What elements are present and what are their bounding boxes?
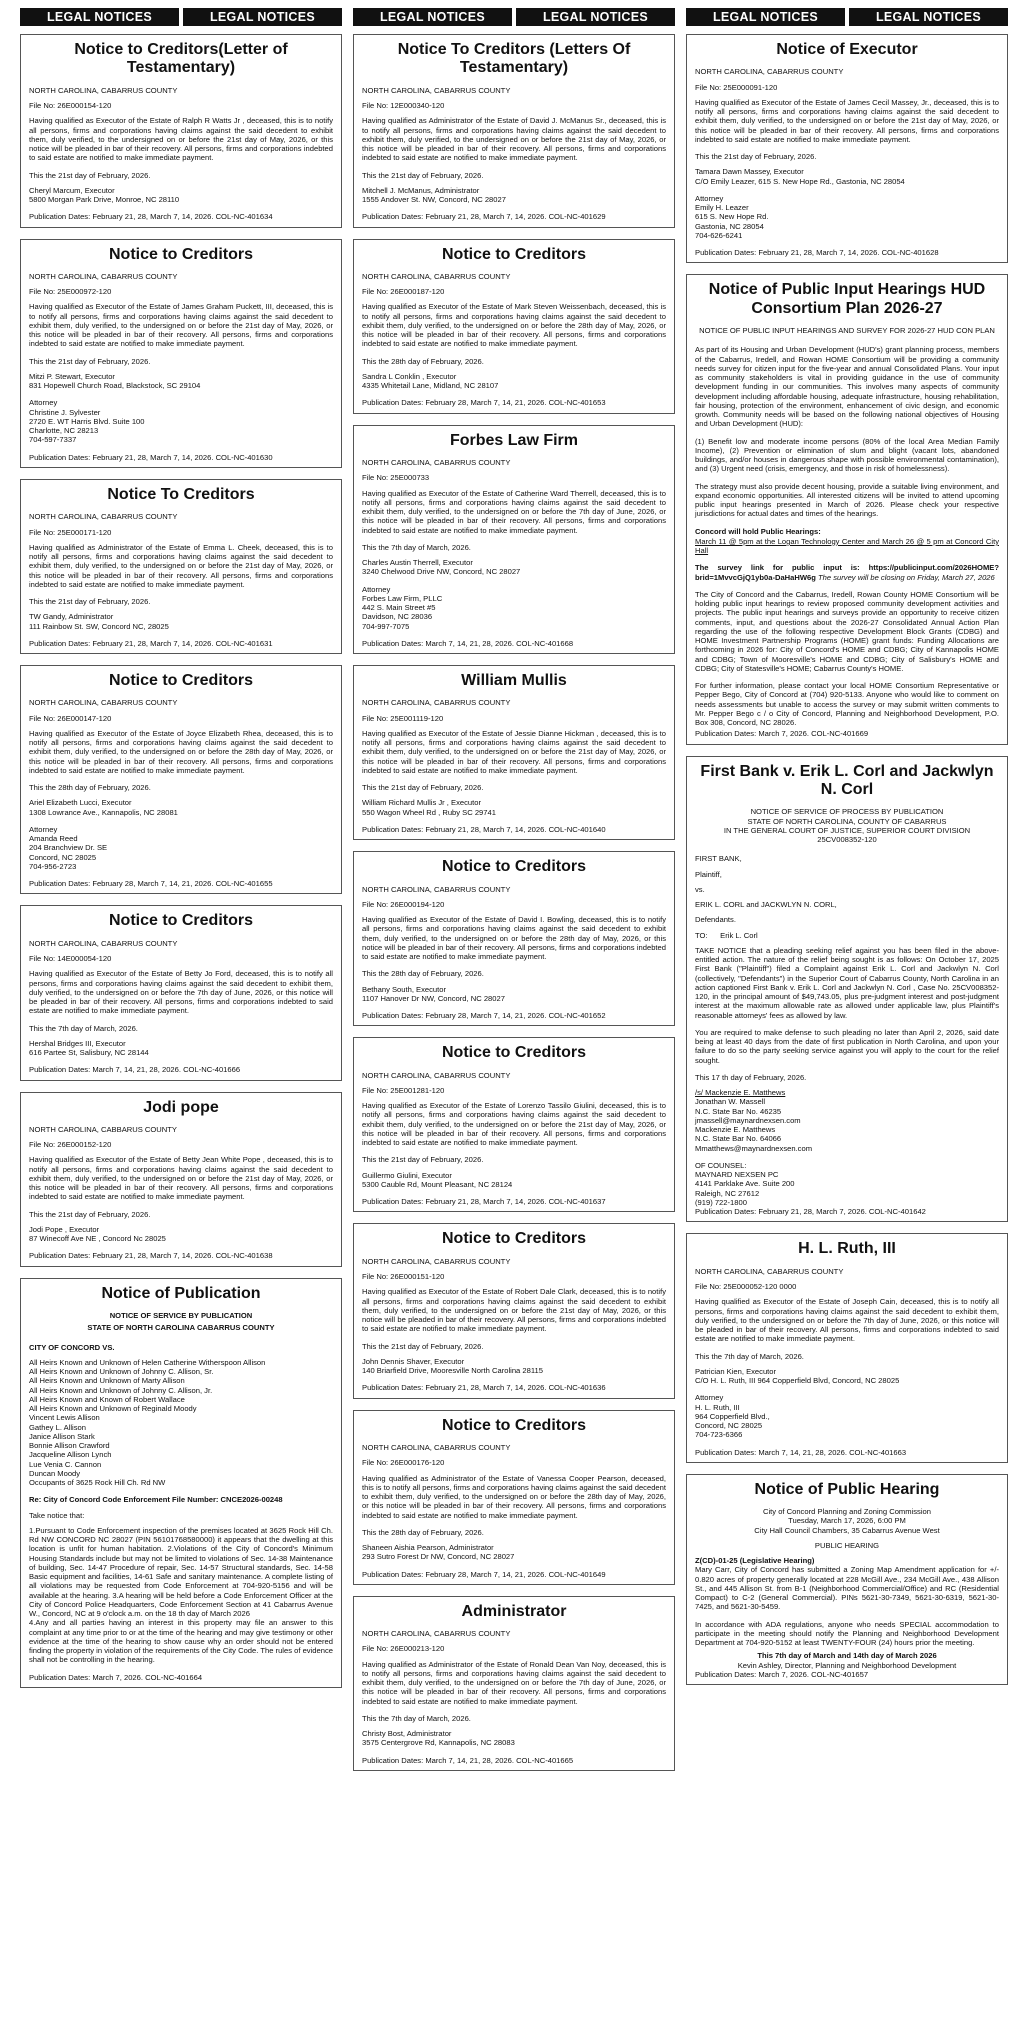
hearing-line: City of Concord Planning and Zoning Commission xyxy=(763,1507,931,1517)
notice-to-creditors xyxy=(686,34,1008,263)
notice-title: Notice of Public Input Hearings HUD Consortium Plan 2026-27 xyxy=(708,281,986,317)
file-number: File No: 26E000176-120 xyxy=(362,1458,445,1468)
publication-dates: Publication Dates: March 7, 2026. COL-NC-401669 xyxy=(695,729,869,739)
parties-list: All Heirs Known and Unknown of Helen Catherine Witherspoon Allison All Heirs Known and Unknown of Johnny C. Allison, Sr. All Heirs Known and Unknown of Marty Allison All Heirs Known and Unknown of Johnny C. Allison, Jr. All Heirs Known and Known of Robert Wallace All Heirs Known and Unknown of Reginald Moody Vincent Lewis Allison Gathey L. Allison Janice Allison Stark Bonnie Allison Crawford Jacqueline Allison Lynch Lue Venia C. Cannon Duncan Moody Occupants of 3625 Rock Hill Ch. Rd NW xyxy=(29,1357,266,1488)
file-number: File No: 25E000171-120 xyxy=(29,527,112,537)
notice-subtitle: IN THE GENERAL COURT OF JUSTICE, SUPERIOR COURT DIVISION xyxy=(723,825,971,835)
notice-date: This the 21st day of February, 2026. xyxy=(362,170,484,180)
publication-dates: Publication Dates: February 21, 28, March 7, 14, 2026. COL-NC-401631 xyxy=(29,638,273,648)
publication-dates: Publication Dates: February 28, March 7, 14, 21, 2026. COL-NC-401655 xyxy=(29,879,273,889)
county-line: NORTH CAROLINA, CABARRUS COUNTY xyxy=(695,67,844,77)
signature-block: Guillermo Giulini, Executor 5300 Cauble Rd, Mount Pleasant, NC 28124 xyxy=(362,1170,513,1189)
case-number: Z(CD)-01-25 (Legislative Hearing) xyxy=(695,1556,815,1566)
file-number: File No: 25E000733 xyxy=(362,473,430,483)
publication-dates: Publication Dates: February 28, March 7, 14, 21, 2026. COL-NC-401649 xyxy=(362,1569,606,1579)
signature-block: Bethany South, Executor 1107 Hanover Dr NW, Concord, NC 28027 xyxy=(362,984,505,1003)
notice-body: Having qualified as Executor of the Estate of James Graham Puckett, III, deceased, this is to notify all persons, firms and corporations having claims against the said decedent to exhibit them, duly verified, to the undersigned on or before the 21st day of May, 2026, or this notice will be pleaded in bar of their recovery. All persons, firms and corporations indebted to said estate are notified to make immediate payment. xyxy=(29,302,333,349)
file-number: File No: 25E000091-120 xyxy=(695,82,778,92)
notice-body: Having qualified as Executor of the Estate of Joseph Cain, deceased, this is to notify all persons, firms and corporations having claims against the said decedent to exhibit them, duly verified, to the undersigned on or before the 7th day of June, 2026, or this notice will be pleaded in bar of their recovery. All persons, firms and corporations indebted to said estate are notified to make immediate payment. xyxy=(695,1297,999,1344)
notice-body: Having qualified as Executor of the Estate of Ralph R Watts Jr , deceased, this is to notify all persons, firms and corporations having claims against the said decedent to exhibit them, duly verified, to the undersigned on or before the 21st day of May, 2026, or this notice will be pleaded in bar of their recovery. All persons, firms and corporations indebted to said estate are notified to make immediate payment. xyxy=(29,116,333,163)
notice-to-creditors xyxy=(353,1410,675,1585)
notice-date: This the 21st day of February, 2026. xyxy=(29,170,151,180)
notice-body: Having qualified as Administrator of the Estate of Vanessa Cooper Pearson, deceased, this is to notify all persons, firms and corporations having claims against the said decedent to exhibit them, duly verified, to the undersigned on or before the 28th day of May, 2026, or this notice will be pleaded in bar of their recovery. All persons, firms and corporations indebted to said estate are notified to make immediate payment. xyxy=(362,1473,666,1520)
notice-title: Notice to Creditors xyxy=(108,245,253,263)
notice-date: This 7th day of March and 14th day of March 2026 xyxy=(757,1651,937,1661)
signature-block: Tamara Dawn Massey, Executor C/O Emily Leazer, 615 S. New Hope Rd., Gastonia, NC 28054 xyxy=(695,167,905,186)
hearing-line: City Hall Council Chambers, 35 Cabarrus Avenue West xyxy=(754,1525,940,1535)
paragraph: You are required to make defense to such pleading no later than April 2, 2026, said date being at least 40 days from the date of first publication in North Carolina, and upon your failure to do so the party seeking service against you will apply to the court for the relief sought. xyxy=(695,1027,999,1065)
notice-title: Notice of Public Hearing xyxy=(754,1480,940,1498)
concord-hearings-heading: Concord will hold Public Hearings: xyxy=(695,526,821,536)
signature-block: Christy Bost, Administrator 3575 Centergrove Rd, Kannapolis, NC 28083 xyxy=(362,1729,515,1748)
county-line: NORTH CAROLINA, CABARRUS COUNTY xyxy=(362,271,511,281)
notice-date: This the 21st day of February, 2026. xyxy=(695,152,817,162)
attorney-block: Attorney Forbes Law Firm, PLLC 442 S. Main Street #5 Davidson, NC 28036 704-997-7075 xyxy=(362,584,443,631)
notice-body: Having qualified as Administrator of the Estate of Emma L. Cheek, deceased, this is to notify all persons, firms and corporations having claims against the said decedent to exhibit them, duly verified, to the undersigned on or before the 21st day of May, 2026, or this notice will be pleaded in bar of their recovery. All persons, firms and corporations indebted to said estate are notified to make immediate payment. xyxy=(29,542,333,589)
file-number: File No: 26E000154-120 xyxy=(29,101,112,111)
publication-dates: Publication Dates: February 28, March 7, 14, 21, 2026. COL-NC-401653 xyxy=(362,398,606,408)
take-notice: Take notice that: xyxy=(29,1510,85,1520)
case-number: 25CV008352-120 xyxy=(817,835,877,845)
notice-date: This 17 th day of February, 2026. xyxy=(695,1072,807,1082)
legal-notices-header xyxy=(353,8,675,26)
legal-notices-label: LEGAL NOTICES xyxy=(183,8,342,26)
notice-body: Having qualified as Executor of the Estate of Jessie Dianne Hickman , deceased, this is to notify all persons, firms and corporations having claims against the said decedent to exhibit them, duly verified, to the undersigned on or before the 21st day of May, 2026, or this notice will be pleaded in bar of their recovery. All persons, firms and corporations indebted to said estate are notified to make immediate payment. xyxy=(362,728,666,775)
signature-block: Shaneen Aishia Pearson, Administrator 293 Sutro Forest Dr NW, Concord, NC 28027 xyxy=(362,1543,515,1562)
notice-body: Having qualified as Executor of the Estate of David I. Bowling, deceased, this is to notify all persons, firms and corporations having claims against the said decedent to exhibit them, duly verified, to the undersigned on or before the 28th day of May, 2026, or this notice will be pleaded in bar of their recovery. All persons, firms and corporations indebted to said estate are notified to make immediate payment. xyxy=(362,915,666,962)
county-line: NORTH CAROLINA, CABARRUS COUNTY xyxy=(29,698,178,708)
public-hearing-notice xyxy=(686,1474,1008,1685)
notice-date: This the 21st day of February, 2026. xyxy=(362,783,484,793)
paragraph: In accordance with ADA regulations, anyone who needs SPECIAL accommodation to participate in the meeting should notify the Planning and Neighborhood Development Department at 704-920-5152 at least TWENTY-FOUR (24) hours prior the meeting. xyxy=(695,1619,999,1648)
signature-block: Hershal Bridges III, Executor 616 Partee St, Salisbury, NC 28144 xyxy=(29,1038,149,1058)
notice-to-creditors xyxy=(20,665,342,894)
hearing-dates: March 11 @ 5pm at the Logan Technology Center and March 26 @ 5 pm at Concord City Hall xyxy=(695,536,999,556)
notice-date: This the 21st day of February, 2026. xyxy=(362,1341,484,1351)
notice-date: This the 21st day of February, 2026. xyxy=(29,597,151,607)
notice-title: Notice to Creditors xyxy=(108,912,253,930)
county-line: NORTH CAROLINA, CABARRUS COUNTY xyxy=(362,458,511,468)
notice-date: This the 21st day of February, 2026. xyxy=(29,1209,151,1219)
file-number: File No: 25E001281-120 xyxy=(362,1085,445,1095)
notice-to-creditors xyxy=(20,239,342,468)
notice-body: Having qualified as Executor of the Estate of Lorenzo Tassilo Giulini, deceased, this is to notify all persons, firms and corporations having claims against the said decedent to exhibit them, duly verified, to the undersigned on or before the 21st day of May, 2026, or this notice will be pleaded in bar of their recovery. All persons, firms and corporations indebted to said estate are notified to make immediate payment. xyxy=(362,1101,666,1148)
notice-to-creditors xyxy=(20,34,342,228)
publication-dates: Publication Dates: February 21, 28, March 7, 14, 2026. COL-NC-401634 xyxy=(29,212,273,222)
publication-dates: Publication Dates: February 21, 28, March 7, 14, 2026. COL-NC-401636 xyxy=(362,1383,606,1393)
notice-body: Having qualified as Administrator of the Estate of Ronald Dean Van Noy, deceased, this is to notify all persons, firms and corporations having claims against the said decedent to exhibit them, duly verified, to the undersigned on or before the 7th day of June, 2026, or this notice will be pleaded in bar of their recovery. All persons, firms and corporations indebted to said estate are notified to make immediate payment. xyxy=(362,1659,666,1706)
notice-title: H. L. Ruth, III xyxy=(798,1240,896,1258)
publication-dates: Publication Dates: March 7, 2026. COL-NC-401657 xyxy=(695,1669,869,1679)
column-2 xyxy=(353,8,675,1782)
plaintiff: CITY OF CONCORD VS. xyxy=(29,1342,115,1352)
notice-body: Having qualified as Executor of the Estate of Joyce Elizabeth Rhea, deceased, this is to notify all persons, firms and corporations having claims against the said decedent to exhibit them, duly verified, to the undersigned on or before the 28th day of May, 2026, or this notice will be pleaded in bar of their recovery. All persons, firms and corporations indebted to said estate are notified to make immediate payment. xyxy=(29,728,333,775)
file-number: File No: 26E000187-120 xyxy=(362,287,445,297)
publication-dates: Publication Dates: February 21, 28, March 7, 14, 2026. COL-NC-401629 xyxy=(362,212,606,222)
publication-dates: Publication Dates: February 21, 28, March 7, 14, 2026. COL-NC-401630 xyxy=(29,452,273,462)
county-line: NORTH CAROLINA, CABARRUS COUNTY xyxy=(29,512,178,522)
signature-block: Ariel Elizabeth Lucci, Executor 1308 Lowrance Ave., Kannapolis, NC 28081 xyxy=(29,798,178,817)
attorney-block: Attorney H. L. Ruth, III 964 Copperfield Blvd., Concord, NC 28025 704-723-6366 xyxy=(695,1393,770,1440)
file-number: File No: 26E000152-120 xyxy=(29,1140,112,1150)
notice-subtitle: NOTICE OF PUBLIC INPUT HEARINGS AND SURVEY FOR 2026-27 HUD CON PLAN xyxy=(699,326,995,336)
notice-to-creditors xyxy=(353,239,675,414)
signature-block: Sandra L Conklin , Executor 4335 Whitetail Lane, Midland, NC 28107 xyxy=(362,371,499,391)
signature: /s/ Mackenzie E. Matthews xyxy=(695,1088,786,1098)
signature-block: Mitchell J. McManus, Administrator 1555 Andover St. NW, Concord, NC 28027 xyxy=(362,185,506,205)
hearing-line: Tuesday, March 17, 2026, 6:00 PM xyxy=(788,1516,906,1526)
notice-subtitle: NOTICE OF SERVICE OF PROCESS BY PUBLICATION xyxy=(750,807,944,817)
defendants-label: Defendants. xyxy=(695,915,736,925)
paragraph: (1) Benefit low and moderate income persons (80% of the local Area Median Family Income), (2) Prevention or elimination of slum and blight (vacant lots, abandoned buildings, and/or houses in dangerous shape with possible environmental contamination), and (3) Urgent need (crisis, emergency, and those in risk of homelessness). xyxy=(695,436,999,474)
legal-notices-label: LEGAL NOTICES xyxy=(353,8,512,26)
column-1 xyxy=(20,8,342,1699)
file-number: File No: 14E000054-120 xyxy=(29,954,112,964)
notice-to-creditors xyxy=(20,1092,342,1267)
notice-title: Notice to Creditors xyxy=(441,245,586,263)
file-number: File No: 26E000194-120 xyxy=(362,899,445,909)
notice-to-creditors xyxy=(353,1223,675,1398)
legal-notices-label: LEGAL NOTICES xyxy=(849,8,1008,26)
notice-body: Having qualified as Executor of the Estate of Betty Jo Ford, deceased, this is to notify all persons, firms and corporations having claims against the said decedent to exhibit them, duly verified, to the undersigned on or before the 7th day of June, 2026, or this notice will be pleaded in bar of their recovery. All persons, firms and corporations indebted to said estate are notified to make immediate payment. xyxy=(29,969,333,1016)
signature-block: Patrician Kien, Executor C/O H. L. Ruth, III 964 Copperfield Blvd, Concord, NC 28025 xyxy=(695,1366,900,1386)
county-line: NORTH CAROLINA, CABARRUS COUNTY xyxy=(362,1256,511,1266)
notice-of-publication xyxy=(20,1278,342,1688)
notice-date: This the 28th day of February, 2026. xyxy=(362,356,484,366)
notice-to-creditors xyxy=(353,34,675,228)
notice-date: This the 7th day of March, 2026. xyxy=(695,1351,804,1361)
paragraph: For further information, please contact your local HOME Consortium Representative or Pepper Bego, City of Concord at (704) 920-5133. Anyone who would like to comment on needs assessments but unable to access the survey or may submit written comments to Mr. Pepper Bego c / o City of Concord, Planning and Neighborhood Development, P.O. Box 308, Concord, NC 28026. xyxy=(695,681,999,728)
first-bank-notice xyxy=(686,756,1008,1223)
county-line: NORTH CAROLINA, CABARRUS COUNTY xyxy=(29,85,178,95)
legal-notices-label: LEGAL NOTICES xyxy=(20,8,179,26)
county-line: NORTH CAROLINA, CABARRUS COUNTY xyxy=(29,271,178,281)
file-number: File No: 26E000213-120 xyxy=(362,1644,445,1654)
notice-to-creditors xyxy=(20,479,342,654)
file-number: File No: 25E001119-120 xyxy=(362,713,444,723)
notice-title: Notice to Creditors xyxy=(441,1044,586,1062)
notice-title: Notice of Publication xyxy=(101,1284,261,1302)
notice-date: This the 28th day of February, 2026. xyxy=(362,969,484,979)
notice-title: Notice To Creditors xyxy=(107,485,255,503)
signature-block: Cheryl Marcum, Executor 5800 Morgan Park Drive, Monroe, NC 28110 xyxy=(29,185,180,205)
legal-notices-header xyxy=(686,8,1008,26)
legal-notices-header xyxy=(20,8,342,26)
file-number: File No: 26E000151-120 xyxy=(362,1272,445,1282)
plaintiff-name: FIRST BANK, xyxy=(695,854,742,864)
attorney-block: Attorney Christine J. Sylvester 2720 E. WT Harris Blvd. Suite 100 Charlotte, NC 28213 704-597-7337 xyxy=(29,398,145,445)
notice-to-creditors xyxy=(20,905,342,1080)
survey-paragraph xyxy=(695,563,999,582)
file-reference: Re: City of Concord Code Enforcement File Number: CNCE2026-00248 xyxy=(29,1495,283,1505)
file-number: File No: 26E000147-120 xyxy=(29,713,112,723)
notice-date: This the 7th day of March, 2026. xyxy=(362,542,471,552)
notice-title: Forbes Law Firm xyxy=(449,431,579,449)
publication-dates: Publication Dates: March 7, 14, 21, 28, 2026. COL-NC-401666 xyxy=(29,1065,241,1075)
notice-body: Having qualified as Executor of the Estate of Catherine Ward Therrell, deceased, this is to notify all persons, firms and corporations having claims against the said decedent to exhibit them, duly verified, to the undersigned on or before the 7th day of June, 2026, or this notice will be pleaded in bar of their recovery. All persons, firms and corporations indebted to said estate are notified to make immediate payment. xyxy=(362,488,666,535)
column-3 xyxy=(686,8,1008,1696)
addressee: TO: Erik L. Corl xyxy=(695,930,758,940)
county-line: NORTH CAROLINA, CABBARUS COUNTY xyxy=(29,1124,177,1134)
notice-title: Administrator xyxy=(461,1602,567,1620)
paragraph: The City of Concord and the Cabarrus, Iredell, Rowan County HOME Consortium will be holding public input hearings to review proposed community development activities and projects. The public input hearings and surveys provide an opportunity to receive citizen comments, input, and questions about the 2026-27 Consolidated Annual Action Plan regarding the use of the following respective Development Block Grants (CDBG) and HOME Investment Partnership Programs (HOME) grant funds: Funding Allocations are forthcoming in 2026 for: City of Concord's HOME and CDBG; City of Kannapolis HOME and CDBG; Town of Mooresville's HOME and CDBG; City of Salisbury's HOME and CDBG; City of Statesville's HOME; Cabarrus County's HOME. xyxy=(695,589,999,673)
publication-dates: Publication Dates: February 21, 28, March 7, 2026. COL-NC-401642 xyxy=(695,1207,926,1217)
publication-dates: Publication Dates: February 21, 28, March 7, 14, 2026. COL-NC-401640 xyxy=(362,824,606,834)
notice-body: Having qualified as Executor of the Estate of Betty Jean White Pope , deceased, this is to notify all persons, firms and corporations having claims against the said decedent to exhibit them, duly verified, to the undersigned on or before the 21st day of May, 2026, or this notice will be pleaded in bar of their recovery. All persons, firms and corporations indebted to said estate are notified to make immediate payment. xyxy=(29,1155,333,1202)
paragraph: Mary Carr, City of Concord has submitted a Zoning Map Amendment application for +/- 0.820 acres of property generally located at 228 McGill Ave., 234 McGill Ave., 438 Allison St., and 445 Allison St. from B-1 (Neighborhood Commercial/Office) and RC (Residential Compact) to C-2 (General Commercial). PINs 5621-30-7349, 5621-30-6319, 5621-30-7425, and 5621-30-5459. xyxy=(695,1565,999,1612)
county-line: NORTH CAROLINA, CABARRUS COUNTY xyxy=(362,1443,511,1453)
publication-dates: Publication Dates: February 21, 28, March 7, 14, 2026. COL-NC-401628 xyxy=(695,248,939,258)
notice-to-creditors xyxy=(353,665,675,840)
notice-subtitle: STATE OF NORTH CAROLINA, COUNTY OF CABARRUS xyxy=(747,816,947,826)
plaintiff-label: Plaintiff, xyxy=(695,869,722,879)
signature-block: Jonathan W. Massell N.C. State Bar No. 46235 jmassell@maynardnexsen.com Mackenzie E. Matthews N.C. State Bar No. 64066 Mmatthews@maynardnexsen.com xyxy=(695,1097,813,1153)
survey-note: The survey will be closing on Friday, March 27, 2026 xyxy=(818,572,995,582)
signature-block: TW Gandy, Administrator 111 Rainbow St. SW, Concord NC, 28025 xyxy=(29,612,169,631)
publication-dates: Publication Dates: February 21, 28, March 7, 14, 2026. COL-NC-401638 xyxy=(29,1251,273,1261)
county-line: NORTH CAROLINA, CABARRUS COUNTY xyxy=(29,938,178,948)
file-number: File No: 12E000340-120 xyxy=(362,101,445,111)
notice-to-creditors xyxy=(353,1037,675,1212)
county-line: NORTH CAROLINA, CABARRUS COUNTY xyxy=(362,1629,511,1639)
paragraph: The strategy must also provide decent housing, provide a suitable living environment, and expand economic opportunities. All interested citizens will be invited to attend upcoming public input hearings presented in March of 2026. Please check your respective jurisdictions for actual dates and times of the hearings. xyxy=(695,481,999,519)
notice-title: Notice to Creditors xyxy=(108,672,253,690)
notice-body: Having qualified as Administrator of the Estate of David J. McManus Sr., deceased, this is to notify all persons, firms and corporations having claims against the said decedent to exhibit them, duly verified, to the undersigned on or before the 21st day of May, 2026, or this notice will be pleaded in bar of their recovery. All persons, firms and corporations indebted to said estate are notified to make immediate payment. xyxy=(362,116,666,163)
notice-to-creditors xyxy=(686,1233,1008,1462)
publication-dates: Publication Dates: March 7, 14, 21, 28, 2026. COL-NC-401665 xyxy=(362,1755,574,1765)
notice-body: 1.Pursuant to Code Enforcement inspection of the premises located at 3625 Rock Hill Ch. Rd NW CONCORD NC 28027 (PIN 56101768580000) it appears that the dwelling at this location is unfit for human habitation. 2.Violations of the City of Concord's Minimum Housing Standards include but may not be limited to violations of Sec. 14-38 Maintenance of building, Sec. 14-47 Procedure of repair, Sec. 14-57 Structural standards, Sec. 14-58 Basic equipment and facilities, 14-61 Safe and sanitary maintenance. A complete listing of all violations may be requested from Code Enforcement at 704-920-5156 and will be available at the hearing. 3.A hearing will be held before a Code Enforcement Officer at the City of Concord Police Headquarters, Code Enforcement Section at 41 Cabarrus Avenue W., Concord, NC at 9 o'clock a.m. on the 18 th day of March 2026 4.Any and all parties having an interest in this property may file an answer to this complaint at any time prior to or at the time of the hearing and may give testimony or other evidence at the time of the hearing to show cause why an order should not be entered finding the property in violation of the requirements of the City Code. The rules of evidence shall not be controlling in the hearing. xyxy=(29,1525,333,1665)
county-line: NORTH CAROLINA, CABARRUS COUNTY xyxy=(362,1070,511,1080)
notice-to-creditors xyxy=(353,851,675,1026)
versus: vs. xyxy=(695,884,705,894)
county-line: NORTH CAROLINA, CABARRUS COUNTY xyxy=(362,85,511,95)
notice-title: Notice to Creditors(Letter of Testamentary) xyxy=(74,41,288,77)
notice-title: Notice To Creditors (Letters Of Testamentary) xyxy=(397,41,631,77)
defendants-name: ERIK L. CORL and JACKWLYN N. CORL, xyxy=(695,900,837,910)
attorney-block: Attorney Amanda Reed 204 Branchview Dr. SE Concord, NC 28025 704-956-2723 xyxy=(29,824,108,871)
county-line: NORTH CAROLINA, CABARRUS COUNTY xyxy=(362,698,511,708)
signature-block: Mitzi P. Stewart, Executor 831 Hopewell Church Road, Blackstock, SC 29104 xyxy=(29,371,201,391)
hearing-line: PUBLIC HEARING xyxy=(814,1540,880,1550)
legal-notices-label: LEGAL NOTICES xyxy=(516,8,675,26)
notice-date: This the 7th day of March, 2026. xyxy=(362,1713,471,1723)
notice-title: Notice to Creditors xyxy=(441,858,586,876)
notice-subtitle: NOTICE OF SERVICE BY PUBLICATION xyxy=(109,1311,253,1321)
signature-block: Jodi Pope , Executor 87 Winecoff Ave NE , Concord Nc 28025 xyxy=(29,1224,166,1244)
publication-dates: Publication Dates: March 7, 2026. COL-NC-401664 xyxy=(29,1672,203,1682)
notice-title: Jodi pope xyxy=(143,1098,219,1116)
notice-title: Notice to Creditors xyxy=(441,1230,586,1248)
publication-dates: Publication Dates: February 28, March 7, 14, 21, 2026. COL-NC-401652 xyxy=(362,1011,606,1021)
notice-to-creditors xyxy=(353,1596,675,1771)
notice-subtitle: STATE OF NORTH CAROLINA CABARRUS COUNTY xyxy=(87,1323,275,1333)
notice-date: This the 21st day of February, 2026. xyxy=(29,356,151,366)
paragraph: As part of its Housing and Urban Development (HUD's) grant planning process, members of the Cabarrus, Iredell, and Rowan HOME Consortium will be providing a community needs survey for citizen input for the five-year and annual Consolidated Plans. Your input as community stakeholders is vital in providing guidance in the use of community development funding in our communities. This involves many aspects of community development including affordable housing, adequate infrastructure, housing rehabilitation, fair housing, protection of the environment, enhancement of civic design, and economic growth. Community needs will be based on the following national objectives of Housing and Urban Development (HUD): xyxy=(695,345,999,429)
notice-date: This the 7th day of March, 2026. xyxy=(29,1023,138,1033)
notice-body: Having qualified as Executor of the Estate of Robert Dale Clark, deceased, this is to notify all persons, firms and corporations having claims against the said decedent to exhibit them, duly verified, to the undersigned on or before the 21st day of May, 2026, or this notice will be pleaded in bar of their recovery. All persons, firms and corporations indebted to said estate are notified to make immediate payment. xyxy=(362,1287,666,1334)
county-line: NORTH CAROLINA, CABARRUS COUNTY xyxy=(362,884,511,894)
notice-date: This the 28th day of February, 2026. xyxy=(29,783,151,793)
legal-notices-label: LEGAL NOTICES xyxy=(686,8,845,26)
notice-title: First Bank v. Erik L. Corl and Jackwlyn N. Corl xyxy=(700,762,994,799)
signature-block: William Richard Mullis Jr , Executor 550 Wagon Wheel Rd , Ruby SC 29741 xyxy=(362,798,496,817)
signature: Kevin Ashley, Director, Planning and Neighborhood Development xyxy=(737,1660,957,1670)
county-line: NORTH CAROLINA, CABARRUS COUNTY xyxy=(695,1266,844,1276)
notice-to-creditors xyxy=(353,425,675,654)
counsel-block: OF COUNSEL: MAYNARD NEXSEN PC 4141 Parklake Ave. Suite 200 Raleigh, NC 27612 (919) 722-1800 xyxy=(695,1160,795,1207)
file-number: File No: 25E000052-120 0000 xyxy=(695,1282,797,1292)
notice-date: This the 21st day of February, 2026. xyxy=(362,1155,484,1165)
hud-hearings-notice xyxy=(686,274,1008,744)
publication-dates: Publication Dates: February 21, 28, March 7, 14, 2026. COL-NC-401637 xyxy=(362,1197,606,1207)
publication-dates: Publication Dates: March 7, 14, 21, 28, 2026. COL-NC-401668 xyxy=(362,638,574,648)
notice-date: This the 28th day of February, 2026. xyxy=(362,1527,484,1537)
notice-body: Having qualified as Executor of the Estate of Mark Steven Weissenbach, deceased, this is to notify all persons, firms and corporations having claims against the said decedent to exhibit them, duly verified, to the undersigned on or before the 28th day of May, 2026, or this notice will be pleaded in bar of their recovery. All persons, firms and corporations indebted to said estate are notified to make immediate payment. xyxy=(362,302,666,349)
survey-link[interactable]: The survey link for public input is: https://publicinput.com/2026HOME?brid=1MvvcGjQ1yb0a-DaHaHW6g xyxy=(695,563,999,582)
notice-body: Having qualified as Executor of the Estate of James Cecil Massey, Jr., deceased, this is to notify all persons, firms and corporations having claims against the said decedent to exhibit them, duly verified, to the undersigned on or before the 21st day of May, 2026, or this notice will be pleaded in bar of their recovery. All persons, firms and corporations indebted to said estate are notified to make immediate payment. xyxy=(695,97,999,144)
notice-title: Notice of Executor xyxy=(776,41,918,58)
notice-title: Notice to Creditors xyxy=(441,1416,586,1434)
publication-dates: Publication Dates: March 7, 14, 21, 28, 2026. COL-NC-401663 xyxy=(695,1447,907,1457)
attorney-block: Attorney Emily H. Leazer 615 S. New Hope Rd. Gastonia, NC 28054 704-626-6241 xyxy=(695,193,769,240)
paragraph: TAKE NOTICE that a pleading seeking relief against you has been filed in the above-entitled action. The nature of the relief being sought is as follows: On October 17, 2025 First Bank ("Plaintiff") filed a Complaint against Erik L. Corl and Jackwlyn N. Corl (collectively, "Defendants") in the Superior Court of Cabarrus County, North Carolina in an action captioned First Bank v. Erik L. Corl and Jackwlyn N. Corl , Case No. 25CV008352-120, in the principal amount of $49,743.05, plus pre-judgment interest and post-judgment interest at the maximum allowable rate as allowed under applicable law, plus Plaintiff's reasonable attorneys' fees as allowed by law. xyxy=(695,945,999,1020)
signature-block: John Dennis Shaver, Executor 140 Briarfield Drive, Mooresville North Carolina 28115 xyxy=(362,1356,543,1376)
file-number: File No: 25E000972-120 xyxy=(29,287,112,297)
notice-title: William Mullis xyxy=(461,672,567,690)
signature-block: Charles Austin Therrell, Executor 3240 Chelwood Drive NW, Concord, NC 28027 xyxy=(362,558,521,577)
